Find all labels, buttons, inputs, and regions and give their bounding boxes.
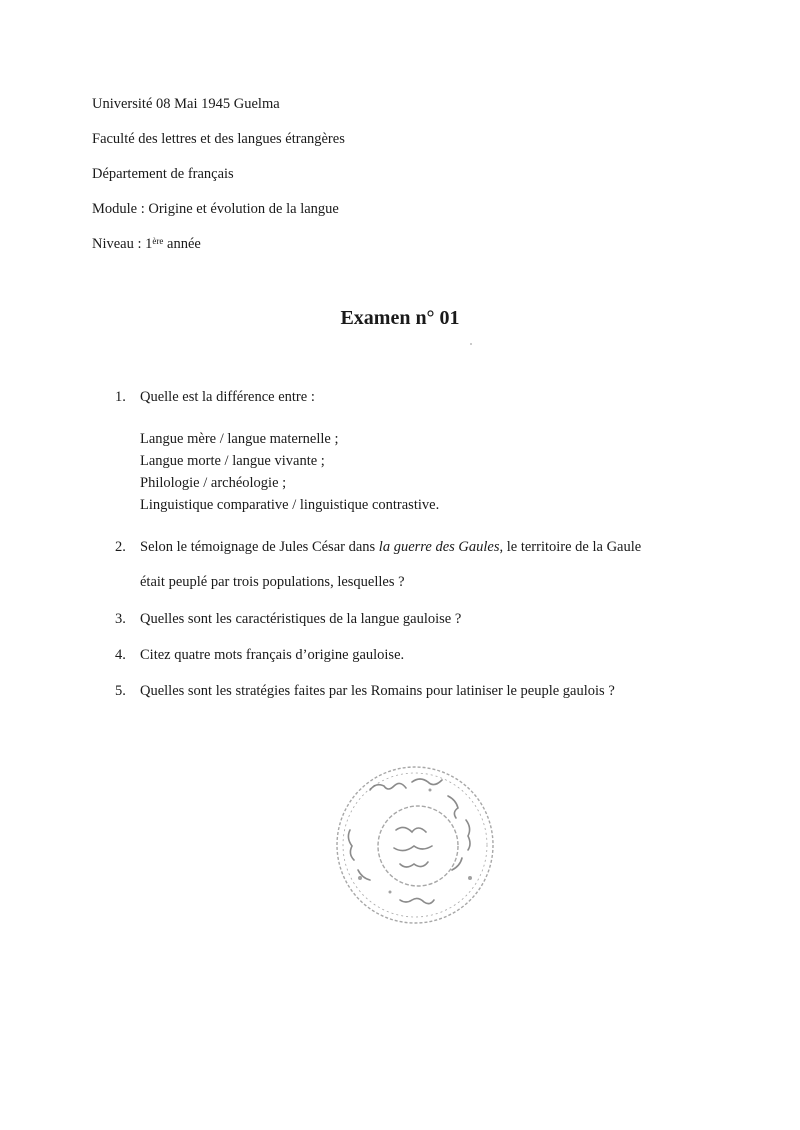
question-4-text: Citez quatre mots français d’origine gauloise. xyxy=(140,647,405,663)
question-5-text: Quelles sont les stratégies faites par les Romains pour latiniser le peuple gaulois ? xyxy=(140,683,615,699)
question-1-item-3: Philologie / archéologie ; xyxy=(140,475,287,491)
question-3-number: 3. xyxy=(115,611,126,627)
level xyxy=(92,235,201,253)
question-2-number: 2. xyxy=(115,539,126,555)
question-2-book-title: la guerre des Gaules xyxy=(378,539,500,555)
scan-speck xyxy=(470,343,472,345)
level-suffix: année xyxy=(163,236,201,252)
question-1-item-1: Langue mère / langue maternelle ; xyxy=(140,431,339,447)
university-name: Université 08 Mai 1945 Guelma xyxy=(92,96,280,112)
module-name: Module : Origine et évolution de la langue xyxy=(92,201,339,217)
question-1-item-4: Linguistique comparative / linguistique contrastive. xyxy=(140,497,440,513)
question-2-text xyxy=(140,538,641,556)
exam-title: Examen n° 01 xyxy=(340,307,460,329)
department-name: Département de français xyxy=(92,166,234,182)
question-1-item-2: Langue morte / langue vivante ; xyxy=(140,453,325,469)
question-3-text: Quelles sont les caractéristiques de la langue gauloise ? xyxy=(140,611,462,627)
question-2-text-line2: était peuplé par trois populations, lesquelles ? xyxy=(140,574,405,590)
question-2-text-after: , le territoire de la Gaule xyxy=(499,539,642,555)
level-prefix: Niveau : 1 xyxy=(92,236,153,252)
question-1-text: Quelle est la différence entre : xyxy=(140,389,315,405)
official-stamp-icon xyxy=(330,760,500,930)
faculty-name: Faculté des lettres et des langues étrangères xyxy=(92,131,345,147)
question-2-text-before: Selon le témoignage de Jules César dans xyxy=(140,539,379,555)
question-1-number: 1. xyxy=(115,389,126,405)
question-4-number: 4. xyxy=(115,647,126,663)
question-5-number: 5. xyxy=(115,683,126,699)
level-superscript: ère xyxy=(152,236,164,246)
